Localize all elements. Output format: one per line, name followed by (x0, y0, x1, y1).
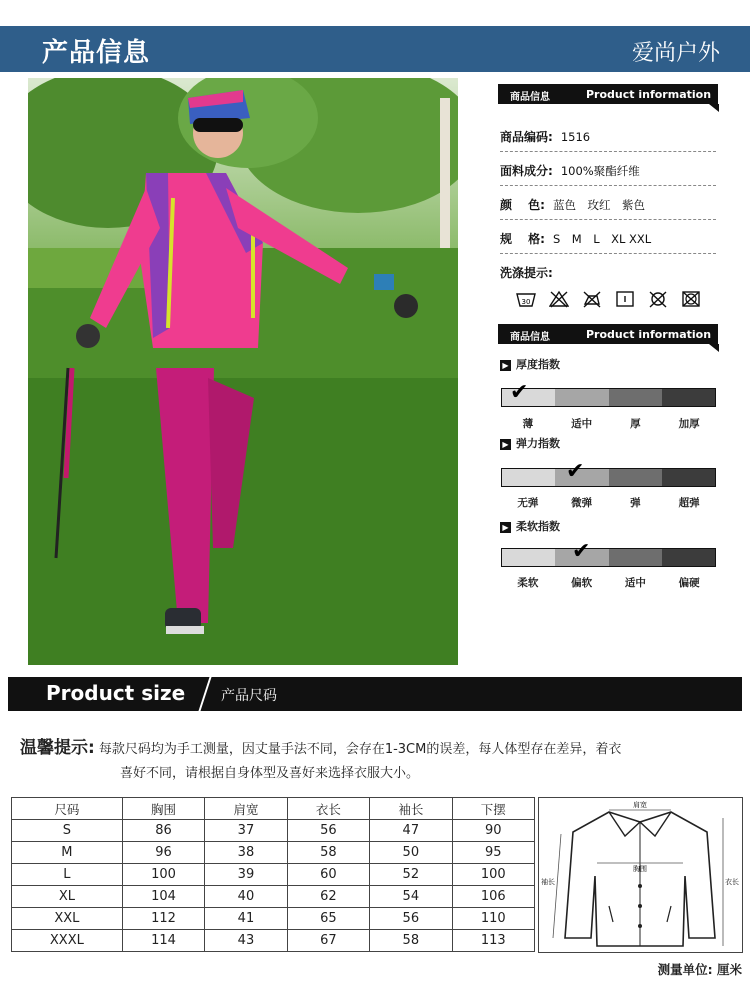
arrow-icon: ▶ (500, 439, 511, 450)
softness-labels (501, 575, 716, 590)
size-tip (20, 736, 732, 786)
thickness-check-icon: ✔ (510, 380, 529, 405)
info-value: S M L XL XXL (552, 232, 652, 246)
info-header-zh: 商品信息 (510, 92, 550, 103)
table-cell: M (12, 842, 123, 864)
scale-label: 厚 (630, 418, 641, 430)
jacket-outline-icon (539, 798, 742, 952)
chest-label: 胸围 (633, 865, 647, 873)
info-value: 蓝色 玫红 紫色 (552, 198, 645, 212)
wash-30-icon (516, 290, 536, 308)
scale-label: 无弹 (517, 497, 539, 509)
elasticity-check-icon: ✔ (566, 459, 585, 484)
info-row-code (500, 128, 716, 152)
info-key: 商品编码: (500, 130, 553, 144)
column-header: 尺码 (12, 798, 123, 820)
scale-label: 薄 (522, 418, 534, 430)
table-row (12, 930, 535, 952)
table-cell: 37 (205, 820, 287, 842)
arrow-icon: ▶ (500, 360, 511, 371)
jacket-diagram (538, 797, 743, 953)
softness-title (500, 518, 560, 534)
thickness-bar (501, 388, 716, 407)
table-cell: 56 (370, 908, 452, 930)
shoulder-label: 肩宽 (633, 801, 647, 809)
tip-line-2: 喜好不同，请根据自身体型及喜好来选择衣服大小。 (120, 766, 420, 781)
table-row (12, 820, 535, 842)
scale-label: 适中 (624, 577, 646, 589)
indices-header-en: Product information (580, 326, 717, 343)
softness-bar (501, 548, 716, 567)
table-cell: XXXL (12, 930, 123, 952)
table-cell: 96 (122, 842, 204, 864)
thickness-label: 厚度指数 (516, 358, 560, 371)
no-iron-icon (582, 290, 602, 308)
table-cell: 58 (370, 930, 452, 952)
elasticity-label: 弹力指数 (516, 437, 560, 450)
table-cell: 100 (452, 864, 534, 886)
table-cell: 50 (370, 842, 452, 864)
elasticity-title (500, 435, 560, 451)
indices-header (498, 324, 718, 344)
length-label: 衣长 (725, 878, 739, 886)
table-cell: S (12, 820, 123, 842)
scale-label: 微弹 (571, 497, 593, 509)
size-table (11, 797, 535, 952)
measurement-unit: 测量单位: 厘米 (657, 962, 742, 977)
scale-label: 弹 (630, 497, 641, 509)
tip-label: 温馨提示: (20, 738, 95, 758)
tip-line-1: 每款尺码均为手工测量，因丈量手法不同，会存在1-3CM的误差，每人体型存在差异，着衣 (98, 742, 622, 757)
table-cell: 113 (452, 930, 534, 952)
info-row-fabric (500, 162, 716, 186)
info-row-wash (500, 264, 716, 287)
table-cell: 90 (452, 820, 534, 842)
table-cell: 52 (370, 864, 452, 886)
table-row (12, 886, 535, 908)
brand-name: 爱尚户外 (631, 41, 720, 66)
scale-label: 超弹 (678, 497, 700, 509)
table-cell: 95 (452, 842, 534, 864)
scale-label: 加厚 (678, 418, 700, 430)
arrow-icon: ▶ (500, 522, 511, 533)
scale-label: 适中 (571, 418, 593, 430)
info-row-color (500, 196, 716, 220)
scale-label: 柔软 (517, 577, 539, 589)
elasticity-labels (501, 495, 716, 510)
table-cell: 110 (452, 908, 534, 930)
table-cell: 104 (122, 886, 204, 908)
table-cell: 54 (370, 886, 452, 908)
table-cell: 112 (122, 908, 204, 930)
size-title-zh: 产品尺码 (221, 688, 277, 704)
table-cell: 100 (122, 864, 204, 886)
info-header-en: Product information (580, 86, 717, 103)
info-key: 颜 色: (500, 198, 545, 212)
table-cell: 39 (205, 864, 287, 886)
product-photo (28, 78, 458, 665)
thickness-labels (501, 416, 716, 431)
no-dryclean-icon (648, 290, 668, 308)
table-cell: 47 (370, 820, 452, 842)
svg-text:30: 30 (521, 298, 531, 306)
column-header: 胸围 (122, 798, 204, 820)
no-tumble-dry-icon (681, 290, 701, 308)
table-cell: 56 (287, 820, 369, 842)
info-header (498, 84, 718, 104)
table-row (12, 864, 535, 886)
table-cell: 65 (287, 908, 369, 930)
table-cell: 60 (287, 864, 369, 886)
table-cell: 106 (452, 886, 534, 908)
table-header-row (12, 798, 535, 820)
header-notch (709, 104, 719, 112)
size-title-en: Product size (46, 681, 186, 705)
column-header: 衣长 (287, 798, 369, 820)
top-banner (0, 26, 750, 72)
banner-slash (198, 677, 219, 711)
page-title: 产品信息 (42, 38, 151, 68)
table-cell: 41 (205, 908, 287, 930)
softness-check-icon: ✔ (572, 539, 591, 564)
column-header: 肩宽 (205, 798, 287, 820)
table-row (12, 842, 535, 864)
table-row (12, 908, 535, 930)
scale-label: 偏软 (571, 577, 593, 589)
no-bleach-icon (549, 290, 569, 308)
wash-icons (516, 290, 701, 308)
info-value: 100%聚酯纤维 (560, 164, 640, 178)
table-cell: 58 (287, 842, 369, 864)
table-cell: 40 (205, 886, 287, 908)
softness-label: 柔软指数 (516, 520, 560, 533)
indices-header-zh: 商品信息 (510, 332, 550, 343)
header-notch (709, 344, 719, 352)
size-banner (8, 677, 742, 711)
table-cell: 86 (122, 820, 204, 842)
table-cell: XL (12, 886, 123, 908)
tumble-dry-icon (615, 290, 635, 308)
column-header: 下摆 (452, 798, 534, 820)
table-cell: 62 (287, 886, 369, 908)
column-header: 袖长 (370, 798, 452, 820)
table-cell: L (12, 864, 123, 886)
table-cell: 114 (122, 930, 204, 952)
scale-label: 偏硬 (678, 577, 700, 589)
table-cell: 43 (205, 930, 287, 952)
thickness-title (500, 356, 560, 372)
info-value: 1516 (560, 130, 591, 144)
table-cell: 38 (205, 842, 287, 864)
info-key: 洗涤提示: (500, 266, 553, 280)
table-cell: XXL (12, 908, 123, 930)
info-key: 面料成分: (500, 164, 553, 178)
elasticity-bar (501, 468, 716, 487)
table-cell: 67 (287, 930, 369, 952)
info-key: 规 格: (500, 232, 545, 246)
info-row-size (500, 230, 716, 254)
sleeve-label: 袖长 (541, 878, 555, 886)
